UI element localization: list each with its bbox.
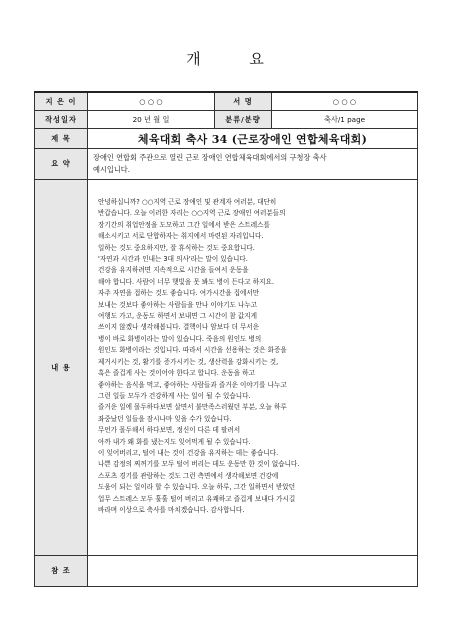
content-line: 해야 합니다. 사람이 너무 햇빛을 못 봐도 병이 든다고 하지요.: [98, 277, 274, 286]
summary-line: 장애인 연합회 주관으로 열린 근로 장애인 연합체육대회에서의 구청장 축사: [93, 153, 327, 162]
content-line: 건강을 유지하려면 지속적으로 시간을 들여서 운동을: [98, 266, 249, 275]
author-row: [35, 92, 418, 111]
content-line: 즐거운 일에 몰두하다보면 살면서 불만족스러웠던 부분, 오늘 하루: [98, 403, 287, 412]
subject-label: 제 목: [35, 129, 88, 149]
summary-row: [35, 149, 418, 180]
reference-row: [35, 556, 418, 587]
reference-label: 참 조: [35, 556, 88, 587]
summary-form-table: [34, 91, 418, 587]
author-value: ○ ○ ○: [88, 92, 215, 111]
content-text: [88, 180, 418, 556]
date-label: 작성일자: [35, 111, 88, 129]
content-line: 아까 내가 왜 화를 냈는지도 잊어먹게 될 수 있습니다.: [98, 437, 251, 446]
content-label: 내 용: [35, 180, 88, 556]
content-line: 쓰이지 않겠나 생각해봅니다. 결핵이나 암보다 더 무서운: [98, 323, 260, 332]
content-line: 일하는 것도 중요하지만, 잘 휴식하는 것도 중요합니다.: [98, 243, 255, 252]
date-row: [35, 111, 418, 129]
content-line: 제거시키는 것, 활기를 증가시키는 것, 생산력을 강화시키는 것,: [98, 357, 279, 366]
signature-label: 서 명: [215, 92, 272, 111]
subject-row: [35, 129, 418, 149]
category-value: 축사/1 page: [272, 111, 418, 129]
content-line: 도움이 되는 일이라 할 수 있습니다. 오늘 하루, 그간 일하면서 받았던: [98, 483, 296, 492]
content-line: 원인도 화병이라는 것입니다. 따라서 시간을 선용하는 것은 화증을: [98, 346, 287, 355]
content-line: 그런 일들 모두가 건강하게 사는 일이 될 수 있습니다.: [98, 391, 251, 400]
date-value: 20 년 월 일: [88, 111, 215, 129]
content-line: 자주 자연을 접하는 것도 좋습니다. 여가시간을 집에서만: [98, 289, 260, 298]
content-line: 좌중났던 일들을 잠시나마 잊을 수가 있습니다.: [98, 414, 232, 423]
content-line: 해소시키고 서로 단합하자는 취지에서 마련된 자리입니다.: [98, 232, 264, 241]
content-line: 바라며 이상으로 축사를 마치겠습니다. 감사합니다.: [98, 505, 245, 514]
content-line: 반갑습니다. 오늘 이러한 자리는 ○○지역 근로 장애인 여러분들의: [98, 209, 286, 218]
content-line: 여행도 가고, 운동도 하면서 보내면 그 시간이 참 값지게: [98, 312, 257, 321]
reference-value: [88, 556, 418, 587]
content-line: 보내는 것보다 좋아하는 사람들을 만나 이야기도 나누고: [98, 300, 258, 309]
content-line: 혹은 즐겁게 사는 것이어야 한다고 합니다. 운동을 하고: [98, 369, 255, 378]
summary-line: 예시입니다.: [93, 165, 131, 174]
content-line: 무언가 몰두해서 하다보면, 정신이 다른 데 팔려서: [98, 426, 241, 435]
page-title: 개 요: [186, 50, 286, 68]
category-label: 분류/분량: [215, 111, 272, 129]
content-row: [35, 180, 418, 556]
content-line: 스포츠 경기를 관람하는 것도 그런 측면에서 생각해보면 건강에: [98, 471, 279, 480]
summary-text: [88, 149, 418, 180]
content-line: 장기간의 취업안정을 도모하고 그간 일에서 받은 스트레스를: [98, 220, 270, 229]
content-line: 업무 스트레스 모두 훌훌 털어 버리고 유쾌하고 즐겁게 보내다 가시길: [98, 494, 296, 503]
signature-value: ○ ○ ○: [272, 92, 418, 111]
content-line: 병이 바로 화병이라는 말이 있습니다. 죽음의 원인도 병의: [98, 334, 262, 343]
author-label: 지 은 이: [35, 92, 88, 111]
subject-value: 체육대회 축사 34 (근로장애인 연합체육대회): [88, 129, 418, 149]
content-line: 이 잊어버리고, 털어 내는 것이 건강을 유지하는 데는 좋습니다.: [98, 448, 279, 457]
content-line: 안녕하십니까? ○○지역 근로 장애인 및 관계자 여러분, 대단히: [98, 198, 277, 206]
content-line: 나쁜 감정의 찌꺼기를 모두 털어 버리는 데도 운동만 한 것이 없습니다.: [98, 460, 300, 469]
content-line: 좋아하는 음식을 먹고, 좋아하는 사람들과 즐거운 이야기를 나누고: [98, 380, 287, 389]
content-line: '자연과 시간과 인내는 3대 의사'라는 말이 있습니다.: [98, 255, 248, 264]
summary-label: 요 약: [35, 149, 88, 180]
